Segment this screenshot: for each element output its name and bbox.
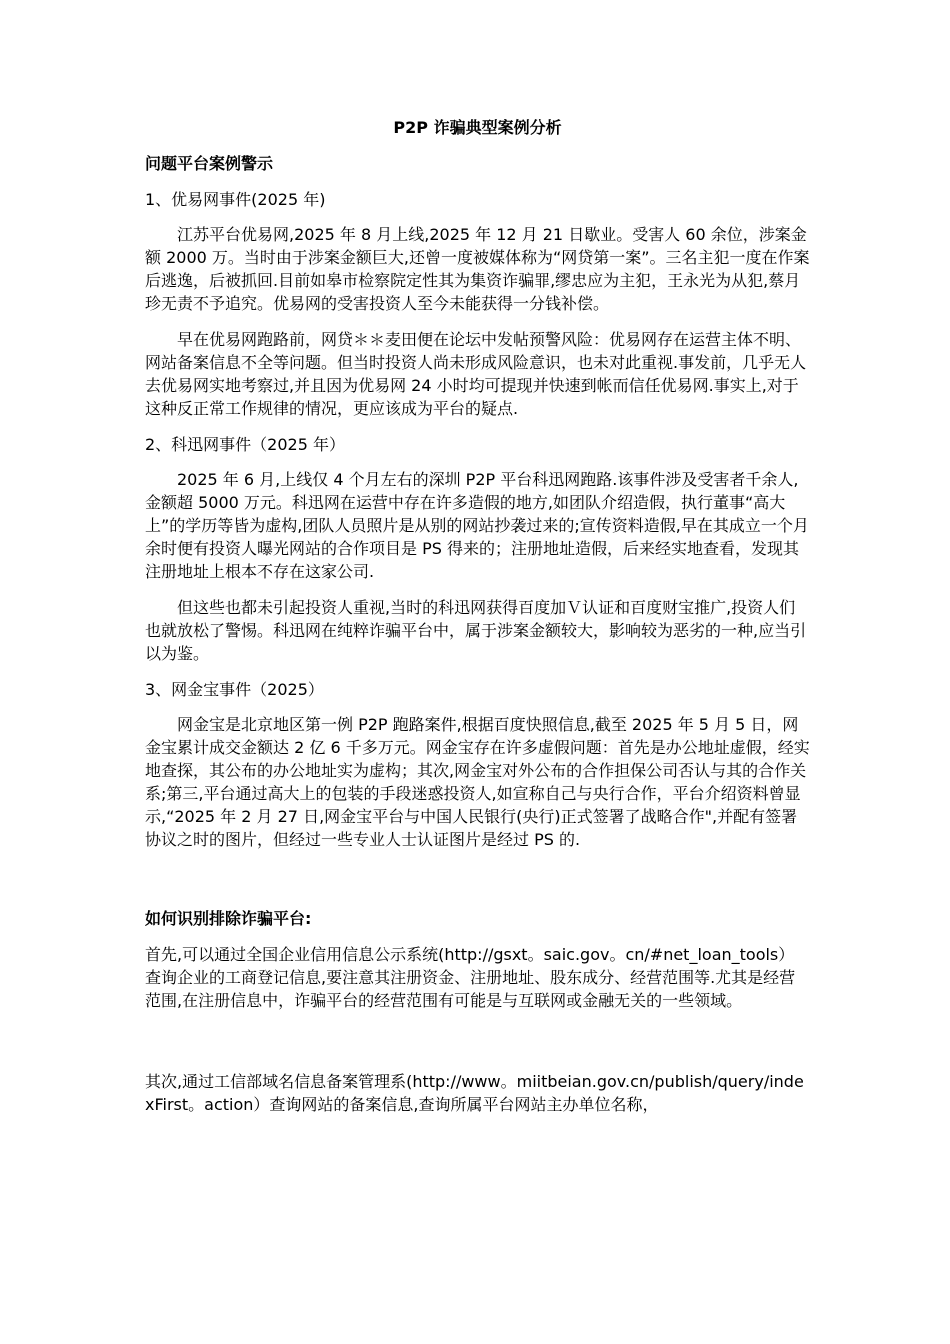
case-heading: 2、科迅网事件（2025 年） (145, 435, 345, 454)
spacer (145, 864, 810, 907)
case-paragraph: 早在优易网跑路前，网贷＊＊麦田便在论坛中发帖预警风险：优易网存在运营主体不明、网站备案信息不全等问题。但当时投资人尚未形成风险意识，也未对此重视.事发前，几乎无人去优易网实地考察过,并且因为优易网 24 小时均可提现并快速到帐而信任优易网.事实上,对于这种反正常工作规律的情况，更应该成为平台的疑点. (145, 330, 807, 418)
document-title: P2P 诈骗典型案例分析 (393, 118, 562, 137)
spacer (145, 1012, 810, 1070)
identify-paragraph: 其次,通过工信部域名信息备案管理系(http://www。miitbeian.gov.cn/publish/query/indexFirst。action）查询网站的备案信息,查询所属平台网站主办单位名称， (145, 1072, 804, 1114)
document-page (145, 116, 810, 1116)
case-paragraph: 网金宝是北京地区第一例 P2P 跑路案件,根据百度快照信息,截至 2025 年 5 月 5 日，网金宝累计成交金额达 2 亿 6 千多万元。网金宝存在许多虚假问题：首先是办公地址虚假，经实地查探，其公布的办公地址实为虚构；其次,网金宝对外公布的合作担保公司否认与其的合作关系;第三,平台通过高大上的包装的手段迷惑投资人,如宣称自己与央行合作，平台介绍资料曾显示,“2025 年 2 月 27 日,网金宝平台与中国人民银行(央行)正式签署了战略合作",并配有签署协议之时的图片，但经过一些专业人士认证图片是经过 PS 的. (145, 715, 810, 849)
identify-paragraph: 首先,可以通过全国企业信用信息公示系统(http://gsxt。saic.gov。cn/#net_loan_tools）查询企业的工商登记信息,要注意其注册资金、注册地址、股东成分、经营范围等.尤其是经营范围,在注册信息中，诈骗平台的经营范围有可能是与互联网或金融无关的一些领域。 (145, 945, 796, 1010)
case-paragraph: 2025 年 6 月,上线仅 4 个月左右的深圳 P2P 平台科迅网跑路.该事件涉及受害者千余人,金额超 5000 万元。科迅网在运营中存在许多造假的地方,如团队介绍造假，执行董事“高大上”的学历等皆为虚构,团队人员照片是从别的网站抄袭过来的;宣传资料造假,早在其成立一个月余时便有投资人曝光网站的合作项目是 PS 得来的；注册地址造假，后来经实地查看，发现其注册地址上根本不存在这家公司. (145, 470, 809, 581)
section-heading-identify: 如何识别排除诈骗平台: (145, 909, 312, 928)
case-heading: 3、网金宝事件（2025） (145, 680, 324, 699)
case-heading: 1、优易网事件(2025 年) (145, 190, 326, 209)
case-paragraph: 但这些也都未引起投资人重视,当时的科迅网获得百度加Ｖ认证和百度财宝推广,投资人们也就放松了警惕。科迅网在纯粹诈骗平台中，属于涉案金额较大，影响较为恶劣的一种,应当引以为鉴。 (145, 598, 807, 663)
case-paragraph: 江苏平台优易网,2025 年 8 月上线,2025 年 12 月 21 日歇业。受害人 60 余位，涉案金额 2000 万。当时由于涉案金额巨大,还曾一度被媒体称为“网贷第一案”。三名主犯一度在作案后逃逸，后被抓回.目前如皋市检察院定性其为集资诈骗罪,缪忠应为主犯，王永光为从犯,蔡月珍无责不予追究。优易网的受害投资人至今未能获得一分钱补偿。 (145, 225, 810, 313)
section-heading-cases: 问题平台案例警示 (145, 154, 274, 173)
